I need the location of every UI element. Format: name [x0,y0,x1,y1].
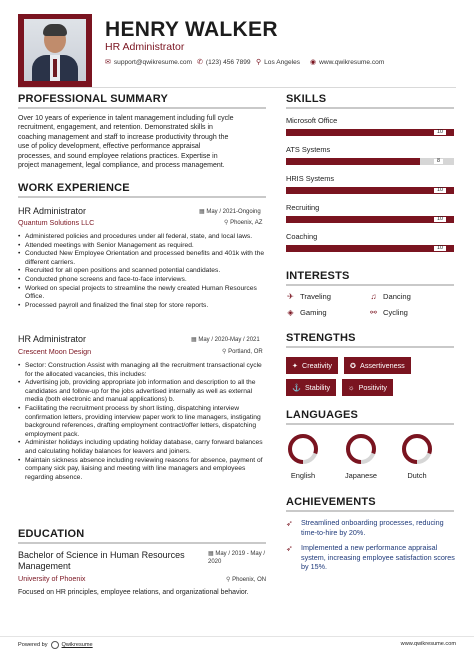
location-pin-icon: ⚲ [256,59,262,66]
achievements-title: ACHIEVEMENTS [286,496,376,508]
school-name: University of Phoenix [18,574,86,583]
location-pin-icon: ⚲ [222,349,227,355]
calendar-icon: ▦ [191,337,197,343]
location-pin-icon: ⚲ [224,220,229,226]
list-item: • Facilitating the recruitment process by short listing, dispatching interview confirmation letters, providing interview paper work to line managers, instigating background references, drafting employment contract/offer letters, dispatching employment pack. [18,405,270,439]
trophy-icon: ➶ [286,519,293,528]
skill-bar-fill [286,158,420,165]
bicycle-icon: ⚯ [370,308,377,317]
experience-underline [18,196,266,198]
job-title: HR Administrator [18,206,87,216]
list-item: • Sector: Construction Assist with managing all the recruitment transactional cycle for the allocated vacancies, this includes: [18,362,270,379]
skill-label: Recruiting [286,203,320,212]
education-date: ▦ May / 2019 - May / 2020 [208,551,266,565]
job-bullets [18,233,270,310]
list-item: • Worked on special projects to streamline the newly created Human Resources Office. [18,285,270,302]
strength-chip-assertiveness: ✪ Assertiveness [344,357,411,374]
skill-label: ATS Systems [286,145,331,154]
header-divider [18,87,456,88]
profile-photo [24,19,86,81]
magic-icon: ✦ [292,361,299,370]
list-item: • Recruited for all open positions and scanned potential candidates. [18,267,270,276]
achievements-underline [286,510,454,512]
language-ring [345,433,377,465]
contact-phone: ✆ (123) 456 7899 [197,58,251,66]
gamepad-icon: ◈ [287,308,294,317]
job-location: ⚲ Phoenix, AZ [224,220,263,226]
achievement-item: Implemented a new performance appraisal system, increasing employee satisfaction scores by 15%. [301,543,455,572]
degree-title: Bachelor of Science in Human Resources Management [18,550,185,571]
language-label: Dutch [407,471,427,480]
skill-level-value: 10 [434,217,446,222]
list-item: • Attended meetings with Senior Management as required. [18,242,270,251]
plane-icon: ✈ [287,292,294,301]
language-label: Japanese [344,471,378,480]
skill-level-value: 10 [434,246,446,251]
skill-bar [286,158,454,165]
footer-divider [0,636,474,637]
email-icon: ✉ [105,59,111,66]
candidate-name: HENRY WALKER [105,18,278,41]
languages-title: LANGUAGES [286,409,359,421]
job-bullets [18,362,270,482]
summary-title: PROFESSIONAL SUMMARY [18,93,169,105]
job-company: Crescent Moon Design [18,347,92,356]
qwikresume-logo-icon [51,641,59,649]
interest-cycling: ⚯ Cycling [370,308,408,317]
interest-traveling: ✈ Traveling [287,292,331,301]
list-item: • Conducted New Employee Orientation and processed benefits and 401k with the different carriers. [18,250,270,267]
list-item: • Maintain sickness absence including reviewing reasons for absence, payment of company sick pay, liaising and meeting with line managers and employees regarding absence. [18,457,270,483]
summary-text: Over 10 years of experience in talent management including full cycle recruitment, engagement, and retention. Demonstrated skills in coaching management and staff to increase productivity through the use of policy development, effective performance appraisal processes, and sound employee relations practices. Expertise in project management, legal compliance, and process management. [18,115,234,170]
list-item: • Advertising job, providing appropriate job information and description to all the candidates and follow-up for the jobs advertised internally as well as external media (both electronic and manual applications) b. [18,379,270,405]
job-date: ▦ May / 2020-May / 2021 [191,337,260,343]
skill-bar-fill [286,187,454,194]
anchor-icon: ⚓ [292,383,301,392]
contact-website[interactable]: ◉ www.qwikresume.com [310,58,385,66]
trophy-icon: ➶ [286,544,293,553]
candidate-role: HR Administrator [105,41,185,53]
skills-underline [286,107,454,109]
location-pin-icon: ⚲ [226,577,231,583]
skill-level-value: 10 [434,130,446,135]
list-item: • Administered policies and procedures under all federal, state, and local laws. [18,233,270,242]
calendar-icon: ▦ [199,209,205,215]
skills-title: SKILLS [286,93,327,105]
job-title: HR Administrator [18,334,87,344]
list-item: • Administer holidays including updating holiday database, carry forward balances and calculating holiday balances for leavers and joiners. [18,439,270,456]
skill-bar [286,245,454,252]
skill-bar-fill [286,129,454,136]
list-item: • Processed payroll and finalized the final step for store reports. [18,302,270,311]
sun-icon: ☼ [348,383,355,392]
brand-link[interactable]: Qwikresume [61,642,93,648]
education-underline [18,542,266,544]
strengths-title: STRENGTHS [286,332,356,344]
job-company: Quantum Solutions LLC [18,218,95,227]
education-title: EDUCATION [18,528,85,540]
music-icon: ♫ [370,292,377,301]
strength-chip-positivity: ☼ Positivity [342,379,393,396]
education-location: ⚲ Phoenix, ON [226,577,267,583]
skill-level-value: 10 [434,188,446,193]
experience-title: WORK EXPERIENCE [18,182,130,194]
strength-chip-creativity: ✦ Creativity [286,357,338,374]
skill-level-value: 8 [434,159,443,164]
globe-icon: ◉ [310,59,317,66]
job-date: ▦ May / 2021-Ongoing [199,209,261,215]
footer-url[interactable]: www.qwikresume.com [400,641,456,647]
phone-icon: ✆ [197,59,203,66]
skill-label: Microsoft Office [286,116,338,125]
interest-gaming: ◈ Gaming [287,308,327,317]
interests-title: INTERESTS [286,270,350,282]
star-icon: ✪ [350,361,357,370]
strength-chip-stability: ⚓ Stability [286,379,336,396]
job-location: ⚲ Portland, OR [222,349,263,355]
calendar-icon: ▦ [208,551,214,557]
interests-underline [286,284,454,286]
skill-bar-fill [286,216,454,223]
language-ring [287,433,319,465]
achievement-item: Streamlined onboarding processes, reducing time-to-hire by 20%. [301,518,444,537]
languages-underline [286,423,454,425]
skill-bar [286,129,454,136]
contact-location: ⚲ Los Angeles [256,58,301,66]
skill-label: Coaching [286,232,318,241]
summary-underline [18,107,266,109]
skill-label: HRIS Systems [286,174,335,183]
skill-bar [286,216,454,223]
skill-bar-fill [286,245,454,252]
language-label: English [290,471,316,480]
contact-email[interactable]: ✉ support@qwikresume.com [105,58,193,66]
skill-bar [286,187,454,194]
interest-dancing: ♫ Dancing [370,292,411,301]
education-description: Focused on HR principles, employee relations, and organizational behavior. [18,589,249,596]
strengths-underline [286,346,454,348]
language-ring [401,433,433,465]
footer-powered: Powered by Qwikresume [18,642,93,648]
list-item: • Conducted phone screens and face-to-face interviews. [18,276,270,285]
